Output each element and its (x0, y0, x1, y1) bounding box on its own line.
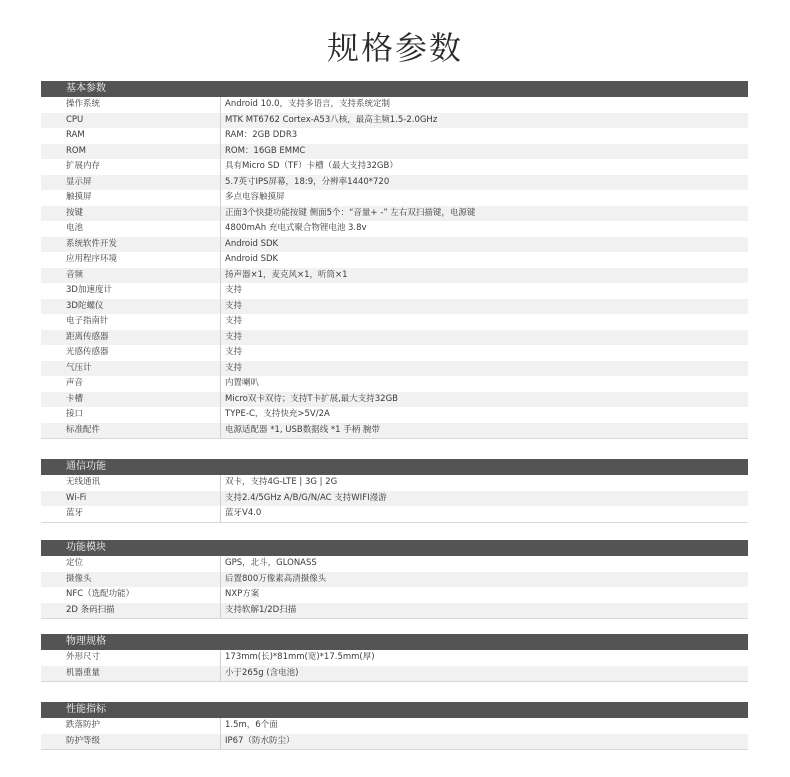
spec-table (41, 475, 748, 523)
spec-value: 具有Micro SD（TF）卡槽（最大支持32GB） (221, 159, 748, 175)
spec-table (41, 556, 748, 619)
spec-section (41, 702, 748, 750)
spec-label: 电子指南针 (41, 314, 221, 330)
spec-row (41, 572, 748, 588)
spec-value: 蓝牙V4.0 (221, 506, 748, 522)
spec-label: 显示屏 (41, 175, 221, 191)
spec-value: 支持 (221, 330, 748, 346)
spec-row (41, 475, 748, 491)
spec-row (41, 556, 748, 572)
spec-row (41, 159, 748, 175)
spec-row (41, 407, 748, 423)
spec-row (41, 376, 748, 392)
spec-row (41, 392, 748, 408)
spec-label: 应用程序环境 (41, 252, 221, 268)
spec-row (41, 345, 748, 361)
spec-label: 音频 (41, 268, 221, 284)
spec-label: 接口 (41, 407, 221, 423)
spec-value: Android 10.0，支持多语言，支持系统定制 (221, 97, 748, 113)
spec-row (41, 423, 748, 439)
spec-value: TYPE-C，支持快充>5V/2A (221, 407, 748, 423)
spec-section (41, 634, 748, 682)
spec-value: 支持 (221, 345, 748, 361)
spec-value: Android SDK (221, 237, 748, 253)
spec-row (41, 268, 748, 284)
spec-value: IP67（防水防尘） (221, 734, 748, 750)
section-header: 通信功能 (41, 459, 748, 475)
spec-value: 4800mAh 充电式聚合物锂电池 3.8v (221, 221, 748, 237)
spec-value: 支持 (221, 314, 748, 330)
spec-value: 正面3个快捷功能按键 侧面5个：“音量+ -” 左右双扫描键，电源键 (221, 206, 748, 222)
spec-table (41, 97, 748, 439)
spec-row (41, 491, 748, 507)
spec-row (41, 175, 748, 191)
spec-value: 多点电容触摸屏 (221, 190, 748, 206)
spec-label: 防护等级 (41, 734, 221, 750)
spec-value: ROM：16GB EMMC (221, 144, 748, 160)
spec-value: 支持 (221, 283, 748, 299)
spec-label: 卡槽 (41, 392, 221, 408)
spec-label: 声音 (41, 376, 221, 392)
spec-value: 小于265g (含电池) (221, 666, 748, 682)
spec-row (41, 128, 748, 144)
spec-row (41, 144, 748, 160)
spec-value: 支持 (221, 299, 748, 315)
spec-label: 3D加速度计 (41, 283, 221, 299)
spec-section (41, 459, 748, 523)
spec-row (41, 299, 748, 315)
spec-row (41, 734, 748, 750)
spec-row (41, 330, 748, 346)
spec-value: 173mm(长)*81mm(宽)*17.5mm(厚) (221, 650, 748, 666)
spec-row (41, 718, 748, 734)
section-header: 功能模块 (41, 540, 748, 556)
spec-row (41, 650, 748, 666)
spec-row (41, 252, 748, 268)
spec-label: 无线通讯 (41, 475, 221, 491)
spec-table (41, 650, 748, 682)
spec-section (41, 81, 748, 439)
spec-value: RAM：2GB DDR3 (221, 128, 748, 144)
spec-row (41, 97, 748, 113)
spec-row (41, 237, 748, 253)
spec-value: GPS，北斗，GLONASS (221, 556, 748, 572)
spec-label: 扩展内存 (41, 159, 221, 175)
spec-row (41, 113, 748, 129)
spec-value: 支持2.4/5GHz A/B/G/N/AC 支持WIFI漫游 (221, 491, 748, 507)
spec-label: 3D陀螺仪 (41, 299, 221, 315)
spec-row (41, 283, 748, 299)
spec-label: 电池 (41, 221, 221, 237)
spec-label: 机器重量 (41, 666, 221, 682)
spec-label: 2D 条码扫描 (41, 603, 221, 619)
spec-value: 支持软解1/2D扫描 (221, 603, 748, 619)
spec-label: RAM (41, 128, 221, 144)
spec-row (41, 587, 748, 603)
spec-label: 系统软件开发 (41, 237, 221, 253)
spec-value: Android SDK (221, 252, 748, 268)
spec-label: 跌落防护 (41, 718, 221, 734)
spec-label: 气压计 (41, 361, 221, 377)
spec-value: 扬声器×1，麦克风×1，听筒×1 (221, 268, 748, 284)
spec-value: 1.5m，6个面 (221, 718, 748, 734)
section-header: 基本参数 (41, 81, 748, 97)
spec-label: Wi-Fi (41, 491, 221, 507)
spec-value: 后置800万像素高清摄像头 (221, 572, 748, 588)
spec-label: 外形尺寸 (41, 650, 221, 666)
spec-value: 双卡，支持4G-LTE | 3G | 2G (221, 475, 748, 491)
spec-row (41, 666, 748, 682)
spec-label: 蓝牙 (41, 506, 221, 522)
spec-value: 内置喇叭 (221, 376, 748, 392)
spec-label: 光感传感器 (41, 345, 221, 361)
spec-value: NXP方案 (221, 587, 748, 603)
spec-label: 触摸屏 (41, 190, 221, 206)
spec-row (41, 361, 748, 377)
spec-label: ROM (41, 144, 221, 160)
spec-row (41, 506, 748, 522)
spec-row (41, 221, 748, 237)
spec-section (41, 540, 748, 619)
spec-row (41, 314, 748, 330)
spec-label: 标准配件 (41, 423, 221, 439)
spec-label: 定位 (41, 556, 221, 572)
page-title: 规格参数 (326, 29, 463, 67)
spec-label: NFC（选配功能） (41, 587, 221, 603)
spec-label: 操作系统 (41, 97, 221, 113)
spec-row (41, 190, 748, 206)
section-header: 物理规格 (41, 634, 748, 650)
spec-value: 5.7英寸IPS屏幕，18:9，分辨率1440*720 (221, 175, 748, 191)
spec-label: 距离传感器 (41, 330, 221, 346)
spec-row (41, 603, 748, 619)
spec-label: CPU (41, 113, 221, 129)
spec-value: 支持 (221, 361, 748, 377)
spec-label: 按键 (41, 206, 221, 222)
section-header: 性能指标 (41, 702, 748, 718)
spec-value: 电源适配器 *1, USB数据线 *1 手柄 腕带 (221, 423, 748, 439)
spec-table (41, 718, 748, 750)
spec-row (41, 206, 748, 222)
spec-value: Micro双卡双待；支持T卡扩展,最大支持32GB (221, 392, 748, 408)
spec-value: MTK MT6762 Cortex-A53八核，最高主频1.5-2.0GHz (221, 113, 748, 129)
spec-label: 摄像头 (41, 572, 221, 588)
